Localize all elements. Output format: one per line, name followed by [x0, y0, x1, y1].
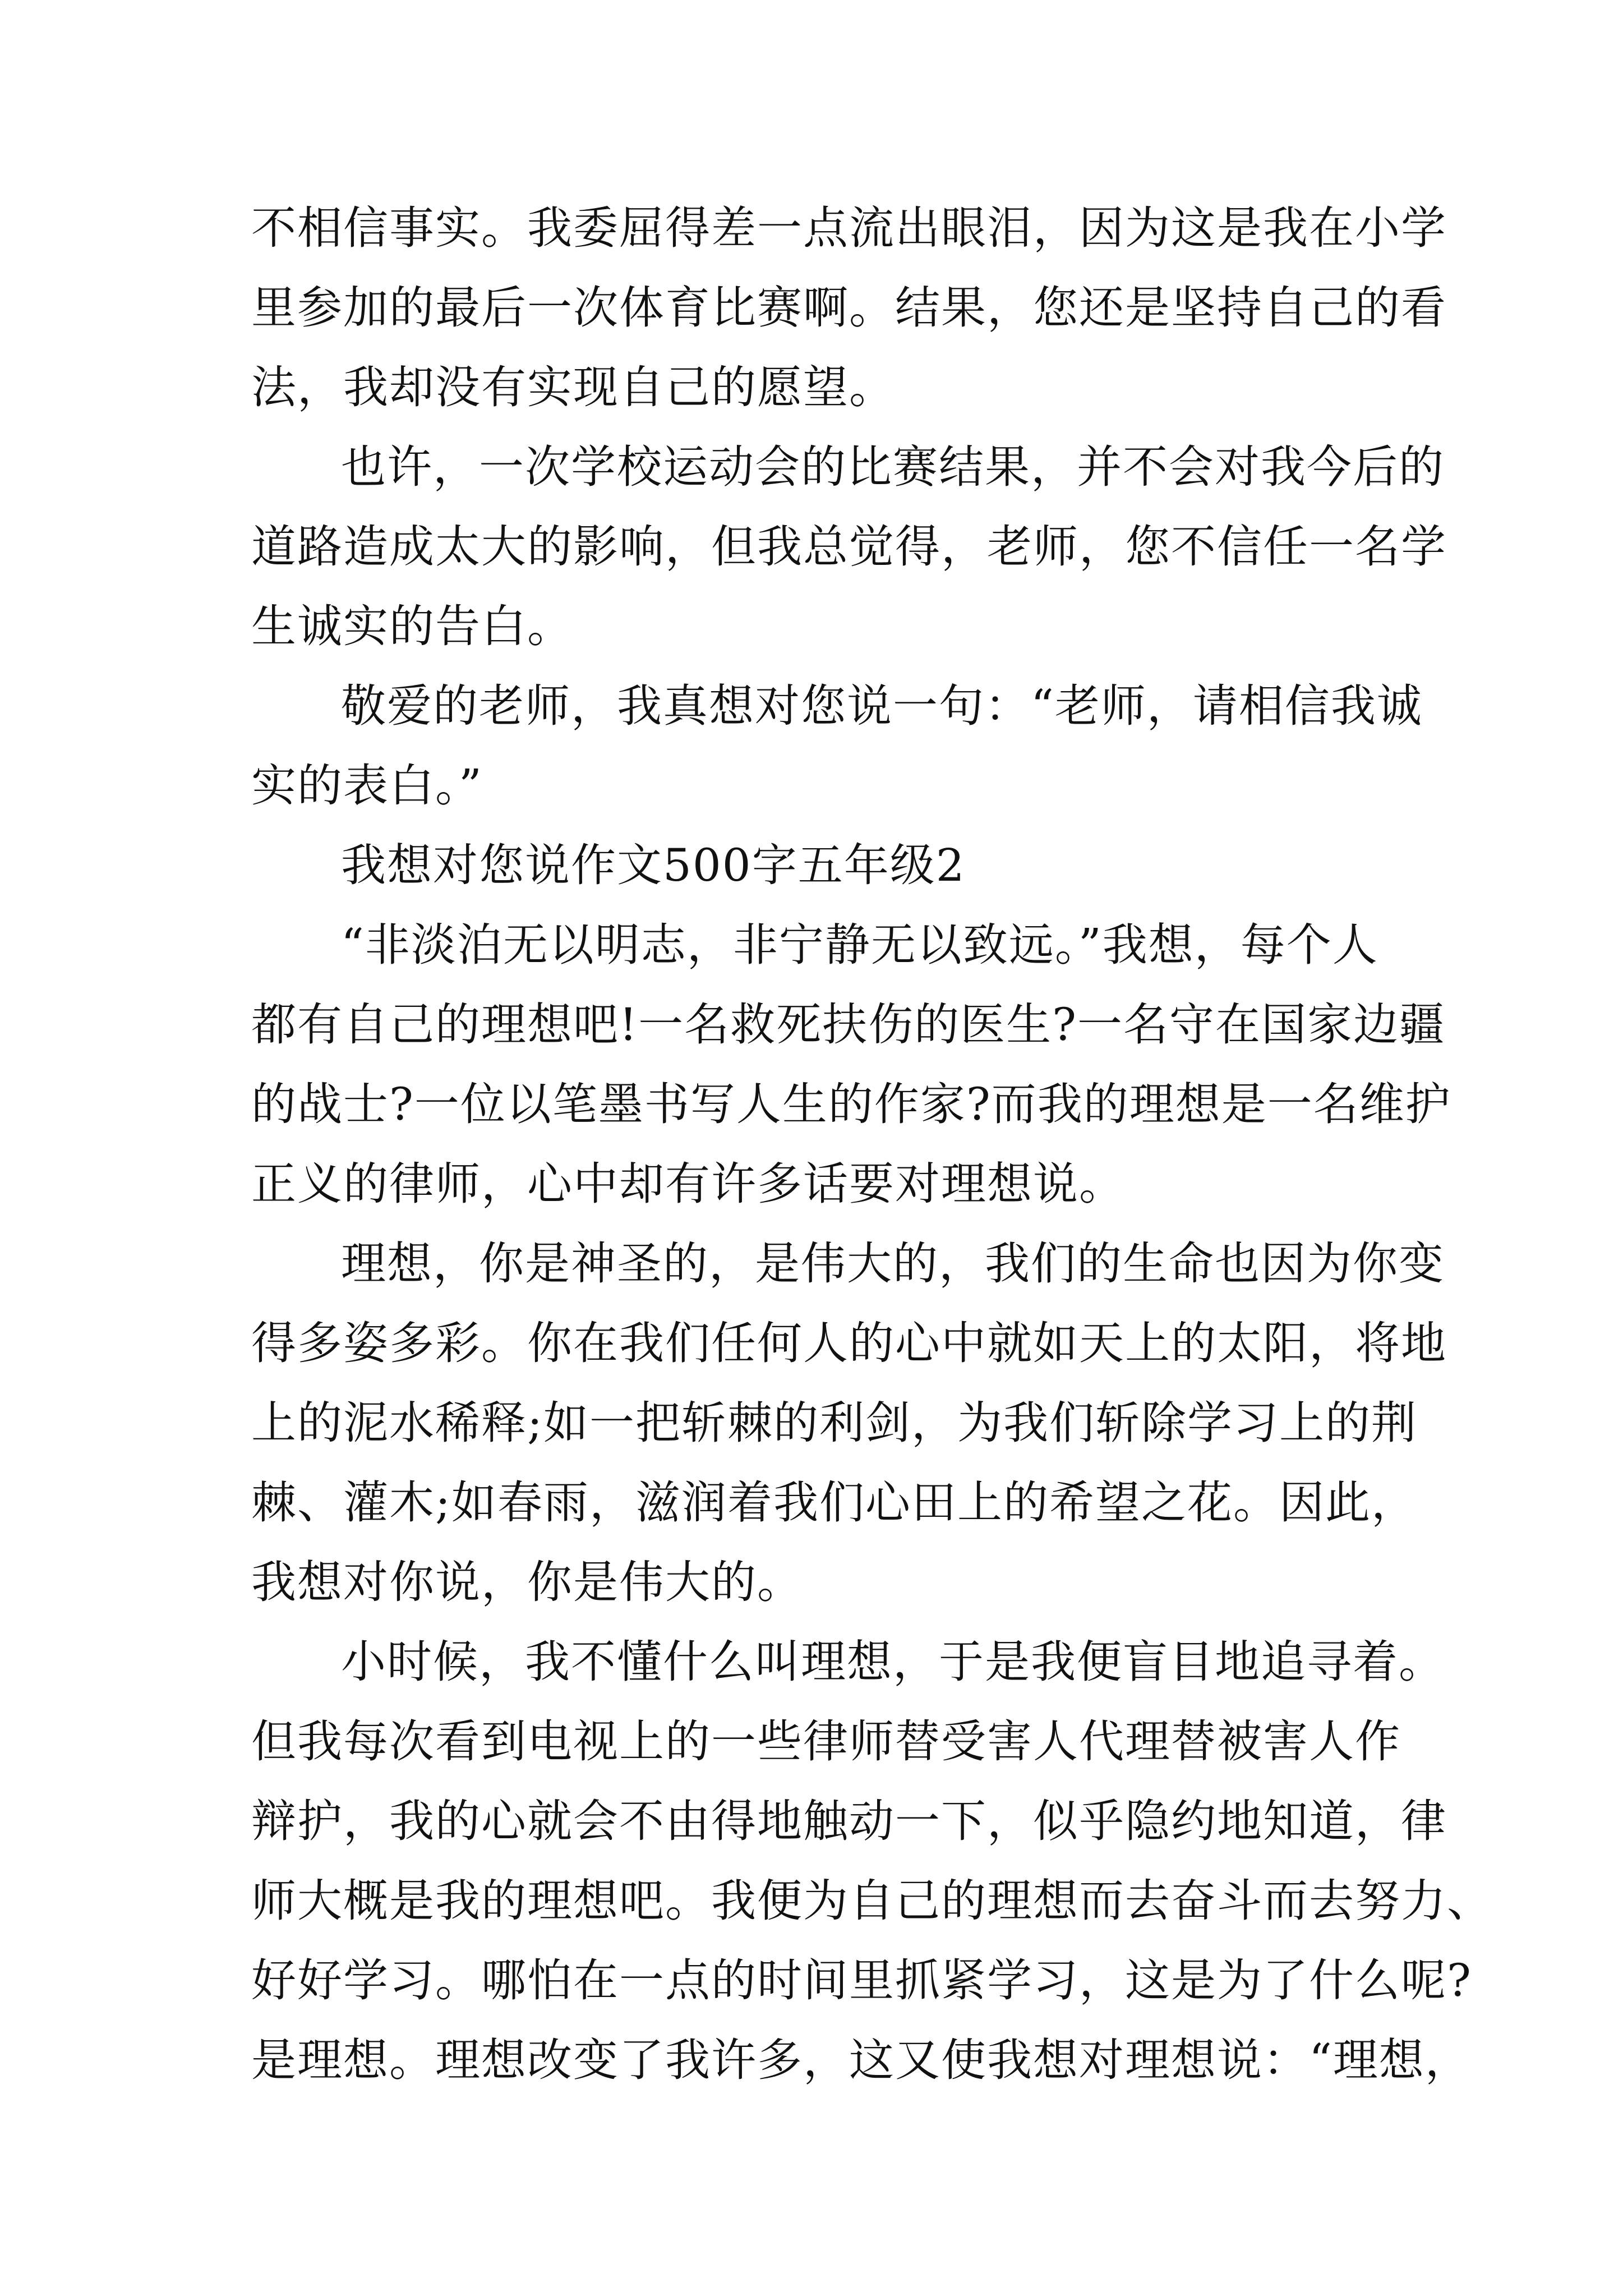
text-line: 小时候，我不懂什么叫理想，于是我便盲目地追寻着。 [341, 1636, 1445, 1688]
text-line: 里参加的最后一次体育比赛啊。结果，您还是坚持自己的看 [251, 282, 1447, 334]
text-line: 好好学习。哪怕在一点的时间里抓紧学习，这是为了什么呢? [251, 1954, 1472, 2007]
text-line: 是理想。理想改变了我许多，这又使我想对理想说：“理想， [251, 2034, 1471, 2086]
text-line: 道路造成太大的影响，但我总觉得，老师，您不信任一名学 [251, 521, 1447, 573]
text-line: 也许，一次学校运动会的比赛结果，并不会对我今后的 [341, 441, 1445, 493]
text-line: 不相信事实。我委屈得差一点流出眼泪，因为这是我在小学 [251, 202, 1447, 254]
text-line: 实的表白。” [251, 760, 483, 812]
text-line: 我想对你说，你是伟大的。 [251, 1556, 803, 1608]
text-line: 敬爱的老师，我真想对您说一句：“老师，请相信我诚 [341, 680, 1423, 732]
text-line: 法，我却没有实现自己的愿望。 [251, 361, 895, 413]
text-line: 正义的律师，心中却有许多话要对理想说。 [251, 1158, 1125, 1210]
text-line: 但我每次看到电视上的一些律师替受害人代理替被害人作 [251, 1715, 1401, 1768]
text-line: 的战士?一位以笔墨书写人生的作家?而我的理想是一名维护 [251, 1078, 1451, 1130]
section-heading: 我想对您说作文500字五年级2 [341, 839, 966, 891]
text-line: 辩护，我的心就会不由得地触动一下，似乎隐约地知道，律 [251, 1795, 1447, 1847]
body-text [251, 188, 1493, 2100]
text-line: 理想，你是神圣的，是伟大的，我们的生命也因为你变 [341, 1237, 1445, 1290]
text-line: “非淡泊无以明志，非宁静无以致远。”我想，每个人 [341, 919, 1378, 971]
text-line: 都有自己的理想吧!一名救死扶伤的医生?一名守在国家边疆 [251, 999, 1446, 1051]
text-line: 师大概是我的理想吧。我便为自己的理想而去奋斗而去努力、 [251, 1875, 1493, 1927]
text-line: 上的泥水稀释;如一把斩棘的利剑，为我们斩除学习上的荆 [251, 1397, 1417, 1449]
text-line: 棘、灌木;如春雨，滋润着我们心田上的希望之花。因此， [251, 1476, 1417, 1529]
text-line: 得多姿多彩。你在我们任何人的心中就如天上的太阳，将地 [251, 1317, 1447, 1369]
text-line: 生诚实的告白。 [251, 600, 573, 652]
